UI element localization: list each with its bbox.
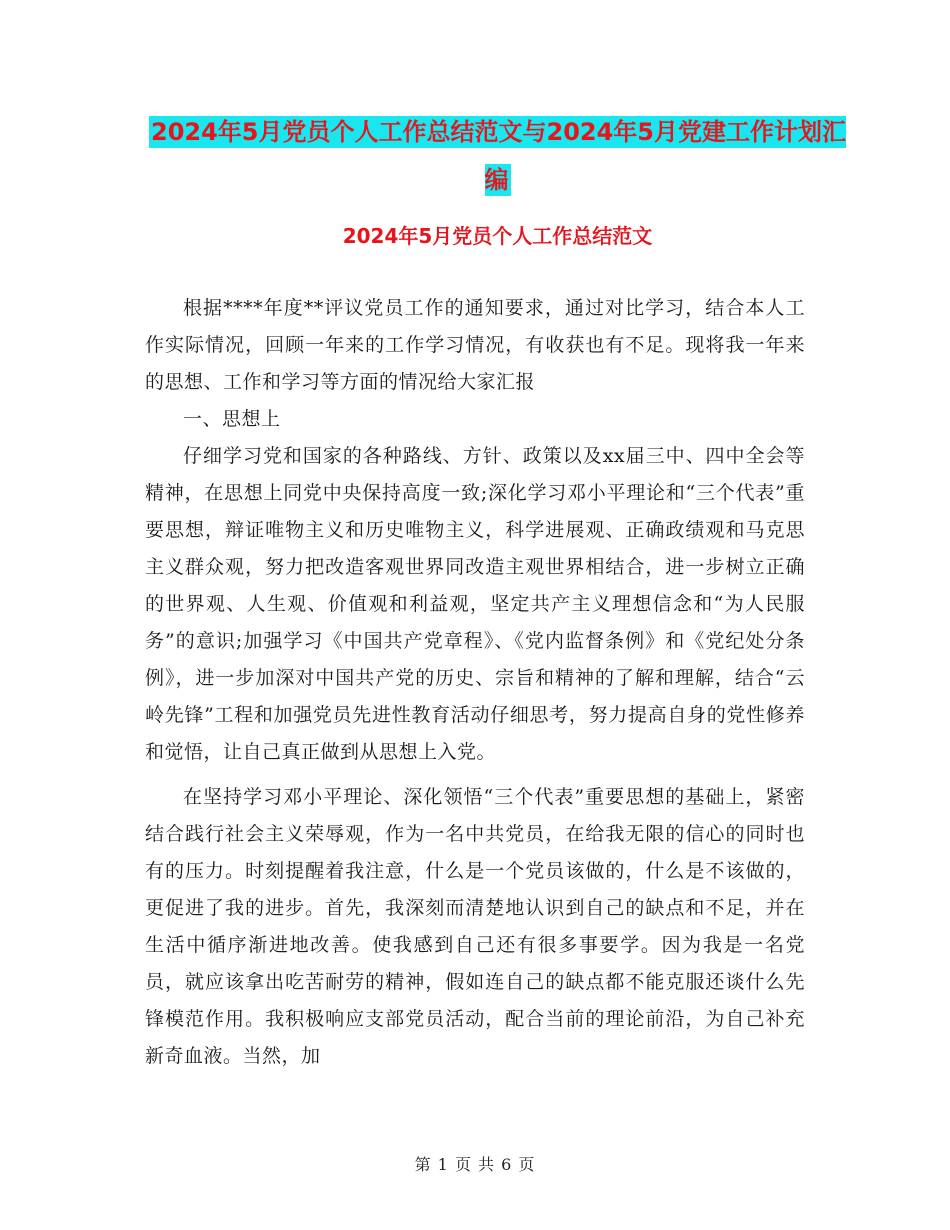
document-title: [145, 108, 850, 204]
paragraph-practice: 在坚持学习邓小平理论、深化领悟“三个代表”重要思想的基础上，紧密结合践行社会主义荣辱观，作为一名中共党员，在给我无限的信心的同时也有的压力。时刻提醒着我注意，什么是一个党员该做的，什么是不该做的，更促进了我的进步。首先，我深刻而清楚地认识到自己的缺点和不足，并在生活中循序渐进地改善。使我感到自己还有很多事要学。因为我是一名党员，就应该拿出吃苦耐劳的精神，假如连自己的缺点都不能克服还谈什么先锋模范作用。我积极响应支部党员活动，配合当前的理论前沿，为自己补充新奇血液。当然，加: [145, 786, 805, 1067]
paragraph-heading-ideology: 一、思想上: [183, 408, 281, 430]
document-title-text: 2024年5月党员个人工作总结范文与2024年5月党建工作计划汇编: [151, 118, 846, 194]
paragraph-intro: 根据****年度**评议党员工作的通知要求，通过对比学习，结合本人工作实际情况，回顾一年来的工作学习情况，有收获也有不足。现将我一年来的思想、工作和学习等方面的情况给大家汇报: [145, 297, 805, 393]
document-body: [145, 290, 805, 1075]
section-title: 2024年5月党员个人工作总结范文: [342, 224, 653, 248]
page-footer: 第 1 页 共 6 页: [414, 1155, 536, 1174]
paragraph-ideology: 仔细学习党和国家的各种路线、方针、政策以及xx届三中、四中全会等精神，在思想上同党中央保持高度一致;深化学习邓小平理论和“三个代表”重要思想，辩证唯物主义和历史唯物主义，科学进展观、正确政绩观和马克思主义群众观，努力把改造客观世界同改造主观世界相结合，进一步树立正确的世界观、人生观、价值观和利益观，坚定共产主义理想信念和“为人民服务”的意识;加强学习《中国共产党章程》、《党内监督条例》和《党纪处分条例》，进一步加深对中国共产党的历史、宗旨和精神的了解和理解，结合“云岭先锋”工程和加强党员先进性教育活动仔细思考，努力提高自身的党性修养和觉悟，让自己真正做到从思想上入党。: [145, 445, 805, 763]
